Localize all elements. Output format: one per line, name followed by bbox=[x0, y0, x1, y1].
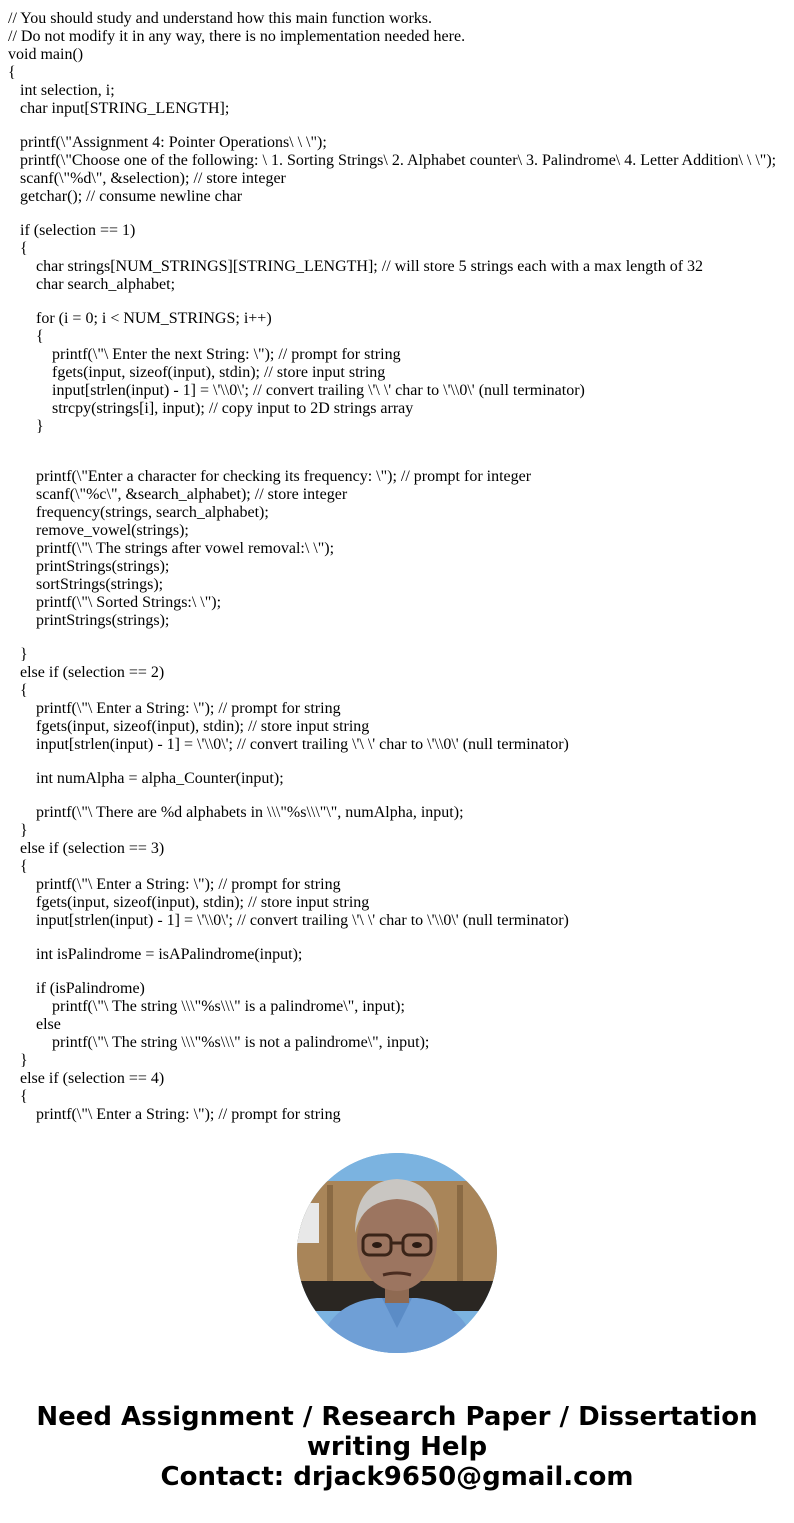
code-line: getchar(); // consume newline char bbox=[20, 188, 243, 205]
code-line bbox=[8, 788, 794, 804]
code-line bbox=[8, 630, 794, 646]
code-line: else bbox=[36, 1016, 61, 1033]
code-line: printf(\"Assignment 4: Pointer Operations\ \ \"); bbox=[20, 134, 327, 151]
author-avatar bbox=[297, 1153, 497, 1353]
code-line: printf(\"\ Enter a String: \"); // prompt for string bbox=[36, 1106, 341, 1123]
code-line: fgets(input, sizeof(input), stdin); // store input string bbox=[52, 364, 386, 381]
code-line: void main() bbox=[8, 46, 84, 63]
code-line: int selection, i; bbox=[20, 82, 115, 99]
code-line: int numAlpha = alpha_Counter(input); bbox=[36, 770, 284, 787]
code-line: fgets(input, sizeof(input), stdin); // store input string bbox=[36, 894, 370, 911]
code-line: printf(\"\ Enter the next String: \"); // prompt for string bbox=[52, 346, 401, 363]
code-line: for (i = 0; i < NUM_STRINGS; i++) bbox=[36, 310, 272, 327]
code-line: char strings[NUM_STRINGS][STRING_LENGTH]; // will store 5 strings each with a max length of 32 bbox=[36, 258, 704, 275]
code-line: { bbox=[8, 64, 16, 81]
code-line bbox=[8, 436, 794, 452]
code-line: // You should study and understand how this main function works. bbox=[8, 10, 432, 27]
code-line: } bbox=[20, 822, 28, 839]
code-line: input[strlen(input) - 1] = \'\\0\'; // convert trailing \'\ \' char to \'\\0\' (null terminator) bbox=[36, 912, 569, 929]
banner-contact-line: Contact: drjack9650@gmail.com bbox=[160, 1462, 634, 1492]
code-line: printf(\"\ There are %d alphabets in \\\"%s\\\"\", numAlpha, input); bbox=[36, 804, 464, 821]
code-line bbox=[8, 964, 794, 980]
code-line: if (isPalindrome) bbox=[36, 980, 145, 997]
code-line: { bbox=[20, 682, 28, 699]
code-line: char input[STRING_LENGTH]; bbox=[20, 100, 230, 117]
code-line bbox=[8, 118, 794, 134]
code-line: int isPalindrome = isAPalindrome(input); bbox=[36, 946, 303, 963]
code-line: { bbox=[20, 1088, 28, 1105]
code-line bbox=[8, 930, 794, 946]
code-line: printf(\"\ The string \\\"%s\\\" is not a palindrome\", input); bbox=[52, 1034, 430, 1051]
code-line: char search_alphabet; bbox=[36, 276, 176, 293]
code-line: input[strlen(input) - 1] = \'\\0\'; // convert trailing \'\ \' char to \'\\0\' (null terminator) bbox=[52, 382, 585, 399]
code-listing bbox=[8, 10, 794, 1123]
code-line: else if (selection == 4) bbox=[20, 1070, 165, 1087]
code-line: scanf(\"%c\", &search_alphabet); // store integer bbox=[36, 486, 348, 503]
code-line: printf(\"Enter a character for checking its frequency: \"); // prompt for integer bbox=[36, 468, 532, 485]
code-line: if (selection == 1) bbox=[20, 222, 136, 239]
contact-banner bbox=[0, 1402, 794, 1492]
person-photo-icon bbox=[297, 1153, 497, 1353]
code-line: sortStrings(strings); bbox=[36, 576, 164, 593]
code-line: printf(\"Choose one of the following: \ 1. Sorting Strings\ 2. Alphabet counter\ 3. Palindrome\ 4. Letter Addition\ \ \"); bbox=[20, 152, 777, 169]
banner-line-2: writing Help bbox=[306, 1432, 488, 1462]
code-line bbox=[8, 294, 794, 310]
code-line: frequency(strings, search_alphabet); bbox=[36, 504, 269, 521]
code-line: printStrings(strings); bbox=[36, 612, 170, 629]
code-line bbox=[8, 452, 794, 468]
code-line: // Do not modify it in any way, there is no implementation needed here. bbox=[8, 28, 466, 45]
code-line: } bbox=[36, 418, 44, 435]
code-line: { bbox=[20, 858, 28, 875]
code-line: scanf(\"%d\", &selection); // store integer bbox=[20, 170, 286, 187]
code-line: printf(\"\ Sorted Strings:\ \"); bbox=[36, 594, 222, 611]
code-line: printStrings(strings); bbox=[36, 558, 170, 575]
code-line: input[strlen(input) - 1] = \'\\0\'; // convert trailing \'\ \' char to \'\\0\' (null terminator) bbox=[36, 736, 569, 753]
code-line: printf(\"\ The string \\\"%s\\\" is a palindrome\", input); bbox=[52, 998, 405, 1015]
code-line: { bbox=[36, 328, 44, 345]
code-line: else if (selection == 2) bbox=[20, 664, 165, 681]
code-line: strcpy(strings[i], input); // copy input to 2D strings array bbox=[52, 400, 414, 417]
code-line: printf(\"\ The strings after vowel removal:\ \"); bbox=[36, 540, 335, 557]
code-line: printf(\"\ Enter a String: \"); // prompt for string bbox=[36, 876, 341, 893]
code-line: { bbox=[20, 240, 28, 257]
code-line bbox=[8, 206, 794, 222]
code-line: fgets(input, sizeof(input), stdin); // store input string bbox=[36, 718, 370, 735]
code-line: else if (selection == 3) bbox=[20, 840, 165, 857]
code-line: } bbox=[20, 1052, 28, 1069]
code-line: printf(\"\ Enter a String: \"); // prompt for string bbox=[36, 700, 341, 717]
code-line bbox=[8, 754, 794, 770]
code-line: remove_vowel(strings); bbox=[36, 522, 189, 539]
banner-line-1: Need Assignment / Research Paper / Dissertation bbox=[36, 1402, 758, 1432]
code-line: } bbox=[20, 646, 28, 663]
